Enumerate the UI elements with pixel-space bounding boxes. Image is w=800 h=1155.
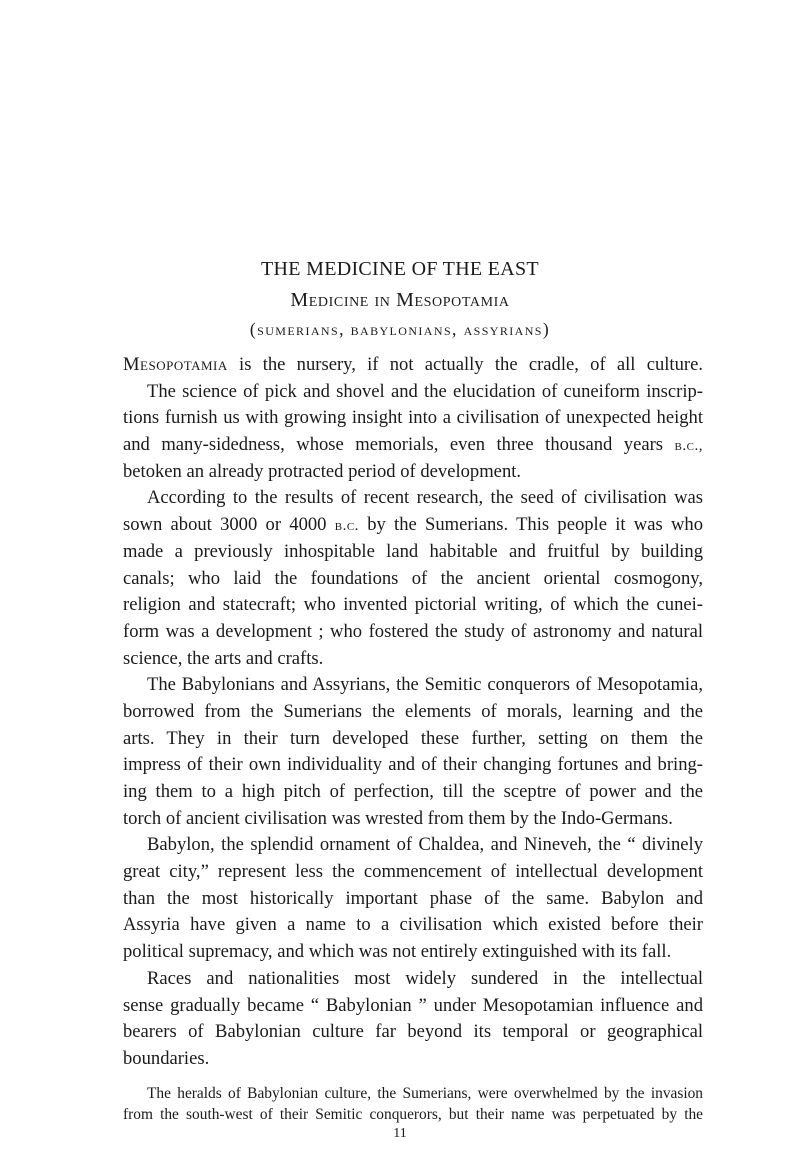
text-line: ing them to a high pitch of perfection, till the sceptre of power and the [123,781,703,802]
text-line: religion and statecraft; who invented pictorial writing, of which the cunei- [123,594,703,616]
text-line: arts. They in their turn developed these further, setting on them the [123,727,703,749]
text-line: Babylon, the splendid ornament of Chaldea, and Nineveh, the “ divinely [147,834,703,856]
text-line: The Babylonians and Assyrians, the Semitic conquerors of Mesopotamia, [147,674,703,696]
text-line: Assyria have given a name to a civilisation which existed before their [123,914,703,936]
text-line: science, the arts and crafts. [123,647,324,669]
text-line: political supremacy, and which was not entirely extinguished with its fall. [123,941,672,963]
text-line: great city,” represent less the commencement of intellectual development [123,861,703,883]
text-line: tions furnish us with growing insight into a civilisation of unexpected height [123,407,703,429]
text-line: sown about 3000 or 4000 b.c. by the Sumerians. This people it was who [123,514,703,536]
text-line: boundaries. [123,1047,210,1069]
page-number: 11 [393,1126,407,1141]
text-line: sense gradually became “ Babylonian ” under Mesopotamian influence and [123,994,703,1016]
text-line: Mesopotamia is the nursery, if not actually the cradle, of all culture. [123,354,703,375]
opening-word: Mesopotamia [123,354,228,375]
chapter-title: Medicine in Mesopotamia [290,289,510,311]
text-line: canals; who laid the foundations of the ancient oriental cosmogony, [123,567,703,589]
era-abbrev: b.c., [674,438,703,455]
text-line: and many-sidedness, whose memorials, even three thousand years b.c., [123,434,703,456]
footnote-line: The heralds of Babylonian culture, the Sumerians, were overwhelmed by the invasion [147,1085,703,1102]
text-line: than the most historically important phase of the same. Babylon and [123,887,703,909]
text-line: torch of ancient civilisation was wrested from them by the Indo-Germans. [123,807,673,829]
text-line: The science of pick and shovel and the elucidation of cuneiform inscrip- [147,380,703,402]
body-text [123,352,703,1073]
text-line: impress of their own individuality and of their changing fortunes and bring- [123,754,703,776]
text-line: According to the results of recent research, the seed of civilisation was [147,487,703,509]
era-abbrev: b.c. [334,518,359,535]
text-line: Races and nationalities most widely sundered in the intellectual [147,967,703,989]
text-line: borrowed from the Sumerians the elements of morals, learning and the [123,700,703,722]
chapter-subtitle: (sumerians, babylonians, assyrians) [249,319,551,339]
text-line: betoken an already protracted period of development. [123,460,522,482]
text-line: form was a development ; who fostered the study of astronomy and natural [123,620,703,642]
footnote-line: from the south-west of their Semitic conquerors, but their name was perpetuated by the [123,1106,703,1123]
running-title: THE MEDICINE OF THE EAST [261,258,539,280]
text-line: bearers of Babylonian culture far beyond its temporal or geographical [123,1021,703,1043]
text-line: made a previously inhospitable land habitable and fruitful by building [123,540,703,562]
footnote [123,1083,703,1125]
